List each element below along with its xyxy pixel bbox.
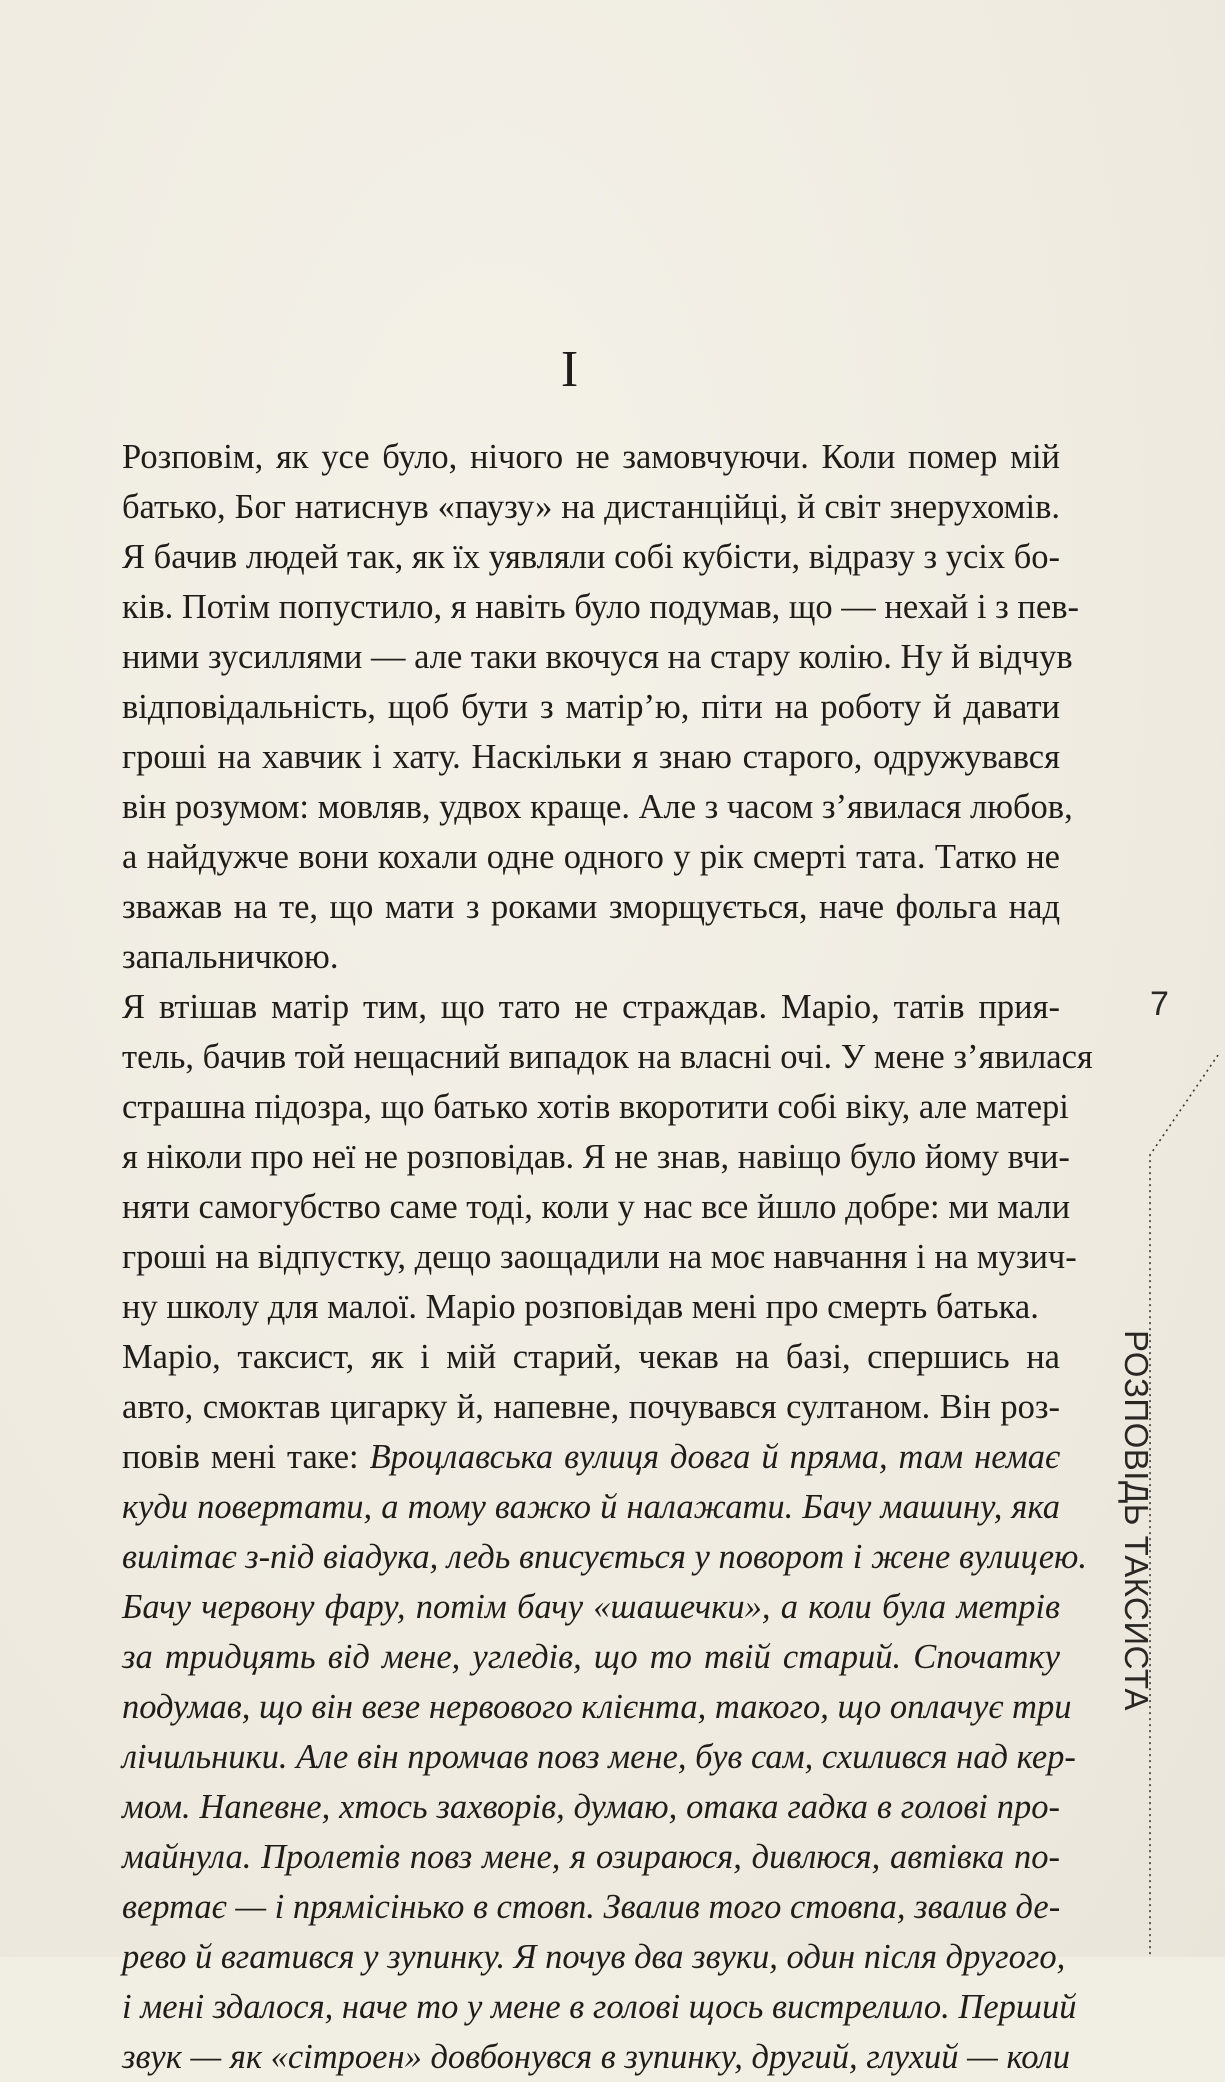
text-line: Я бачив людей так, як їх уявляли собі кубісти, відразу з усіх бо- — [122, 538, 1061, 576]
text-line-italic: майнула. Пролетів повз мене, я озираюся, дивлюся, автівка по- — [122, 1838, 1060, 1876]
text-line-italic: вилітає з-під віадука, ледь вписується у поворот і жене вулицею. — [122, 1538, 1087, 1576]
text-line-mixed — [122, 1432, 1060, 1482]
text-line: гроші на хавчик і хату. Наскільки я знаю старого, одружувався — [122, 738, 1060, 776]
text-line: запальничкою. — [122, 938, 339, 976]
text-line-italic: куди повертати, а тому важко й налажати. Бачу машину, яка — [122, 1488, 1060, 1526]
text-line-roman: повів мені таке: — [122, 1438, 370, 1476]
text-line: зважав на те, що мати з роками зморщується, наче фольга над — [122, 888, 1060, 926]
text-line-italic: звук — як «сітроен» довбонувся в зупинку, другий, глухий — коли — [122, 2038, 1070, 2076]
paragraph-1 — [122, 432, 1079, 982]
paragraph-3 — [122, 1332, 1087, 2082]
text-line-italic: лічильники. Але він промчав повз мене, був сам, схилився над кер- — [122, 1738, 1076, 1776]
text-line-italic: рево й вгатився у зупинку. Я почув два звуки, один після другого, — [122, 1938, 1066, 1976]
text-line: відповідальність, щоб бути з матір’ю, піти на роботу й давати — [122, 688, 1060, 726]
text-line: ними зусиллями — але таки вкочуся на стару колію. Ну й відчув — [122, 638, 1073, 676]
text-line: а найдужче вони кохали одне одного у рік смерті тата. Татко не — [122, 838, 1060, 876]
text-line-italic: і мені здалося, наче то у мене в голові щось вистрелило. Перший — [122, 1988, 1077, 2026]
text-line-italic: вертає — і прямісінько в стовп. Звалив того стовпа, звалив де- — [122, 1888, 1061, 1926]
paragraph-2 — [122, 982, 1093, 1332]
text-line-italic: подумав, що він везе нервового клієнта, такого, що оплачує три — [122, 1688, 1072, 1726]
body-text — [122, 432, 1093, 2082]
text-line: няти самогубство саме тоді, коли у нас все йшло добре: ми мали — [122, 1188, 1071, 1226]
text-line-italic: за тридцять від мене, угледів, що то твій старий. Спочатку — [122, 1638, 1060, 1676]
text-line-italic: Бачу червону фару, потім бачу «шашечки», а коли була метрів — [122, 1588, 1060, 1626]
running-title: РОЗПОВІДЬ ТАКСИСТА — [1118, 1330, 1155, 1711]
chapter-heading: I — [560, 341, 580, 398]
text-line: я ніколи про неї не розповідав. Я не знав, навіщо було йому вчи- — [122, 1138, 1070, 1176]
text-line: батько, Бог натиснув «паузу» на дистанційці, й світ знерухомів. — [122, 488, 1060, 526]
text-line: він розумом: мовляв, удвох краще. Але з часом з’явилася любов, — [122, 788, 1073, 826]
text-line: страшна підозра, що батько хотів вкоротити собі віку, але матері — [122, 1088, 1069, 1126]
text-line-italic: мом. Напевне, хтось захворів, думаю, отака гадка в голові про- — [122, 1788, 1060, 1826]
text-line: тель, бачив той нещасний випадок на власні очі. У мене з’явилася — [122, 1038, 1093, 1076]
text-line: ну школу для малої. Маріо розповідав мені про смерть батька. — [122, 1288, 1039, 1326]
text-line-italic: Вроцлавська вулиця довга й пряма, там немає — [369, 1438, 1060, 1476]
text-line: Я втішав матір тим, що тато не страждав. Маріо, татів прия- — [122, 988, 1060, 1026]
text-line: Маріо, таксист, як і мій старий, чекав на базі, спершись на — [122, 1338, 1060, 1376]
text-line: ків. Потім попустило, я навіть було подумав, що — нехай і з пев- — [122, 588, 1079, 626]
text-line: Розповім, як усе було, нічого не замовчуючи. Коли помер мій — [122, 438, 1060, 476]
page-number: 7 — [1150, 985, 1169, 1023]
text-line: гроші на відпустку, дещо заощадили на моє навчання і на музич- — [122, 1238, 1077, 1276]
text-line: авто, смоктав цигарку й, напевне, почувався султаном. Він роз- — [122, 1388, 1060, 1426]
